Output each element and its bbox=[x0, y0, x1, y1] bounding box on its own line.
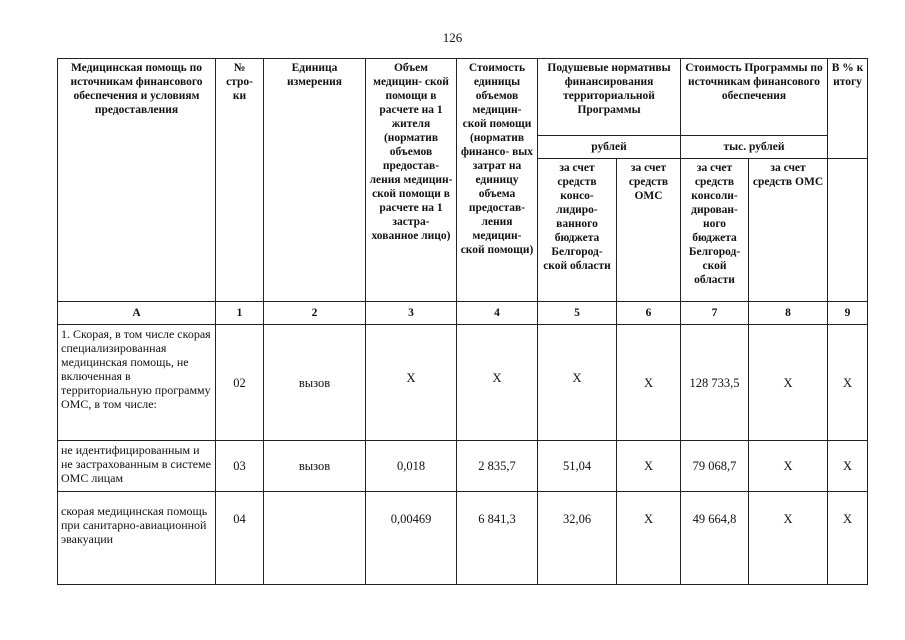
row-program-budget: 128 733,5 bbox=[681, 325, 749, 441]
header-col-9-empty bbox=[828, 159, 868, 302]
row-percent: Х bbox=[828, 492, 868, 585]
header-col-a: Медицинская помощь по источникам финансового обеспечения и условиям предоставления bbox=[58, 59, 216, 302]
row-program-budget: 79 068,7 bbox=[681, 441, 749, 492]
header-col-1: № стро- ки bbox=[216, 59, 264, 302]
header-unit-rub: рублей bbox=[538, 136, 681, 159]
row-volume: 0,00469 bbox=[366, 492, 457, 585]
row-percent: Х bbox=[828, 441, 868, 492]
row-per-capita-oms: Х bbox=[617, 325, 681, 441]
table-row bbox=[58, 441, 868, 492]
header-col-3: Объем медицин- ской помощи в расчете на 1 жителя (норматив объемов предостав- ления медицин- ской помощи в расчете на 1 застра- хованное лицо) bbox=[366, 59, 457, 302]
index-cell: 8 bbox=[749, 302, 828, 325]
header-col-6: за счет средств ОМС bbox=[617, 159, 681, 302]
row-per-capita-budget: 32,06 bbox=[538, 492, 617, 585]
row-cost: 6 841,3 bbox=[457, 492, 538, 585]
row-percent: Х bbox=[828, 325, 868, 441]
header-program-cost-group: Стоимость Программы по источникам финансового обеспечения bbox=[681, 59, 828, 136]
row-program-oms: Х bbox=[749, 492, 828, 585]
row-name: не идентифицированным и не застрахованным в системе ОМС лицам bbox=[58, 441, 216, 492]
row-program-oms: Х bbox=[749, 325, 828, 441]
header-col-8: за счет средств ОМС bbox=[749, 159, 828, 302]
financing-table bbox=[57, 58, 868, 585]
index-cell: 7 bbox=[681, 302, 749, 325]
row-per-capita-oms: Х bbox=[617, 492, 681, 585]
row-name: 1. Скорая, в том числе скорая специализированная медицинская помощь, не включенная в территориальную программу ОМС, в том числе: bbox=[58, 325, 216, 441]
header-col-4: Стоимость единицы объемов медицин- ской помощи (норматив финансо- вых затрат на единицу объема предостав- ления медицин- ской помощи) bbox=[457, 59, 538, 302]
header-row-1 bbox=[58, 59, 868, 136]
index-cell: 5 bbox=[538, 302, 617, 325]
row-program-budget: 49 664,8 bbox=[681, 492, 749, 585]
row-name: скорая медицинская помощь при санитарно-авиационной эвакуации bbox=[58, 492, 216, 585]
header-col-9: В % к итогу bbox=[828, 59, 868, 159]
index-cell: 9 bbox=[828, 302, 868, 325]
header-col-2: Единица измерения bbox=[264, 59, 366, 302]
row-unit: вызов bbox=[264, 441, 366, 492]
row-program-oms: Х bbox=[749, 441, 828, 492]
column-index-row bbox=[58, 302, 868, 325]
row-per-capita-budget: Х bbox=[538, 325, 617, 441]
row-line-number: 04 bbox=[216, 492, 264, 585]
index-cell: 3 bbox=[366, 302, 457, 325]
index-cell: А bbox=[58, 302, 216, 325]
row-per-capita-budget: 51,04 bbox=[538, 441, 617, 492]
index-cell: 1 bbox=[216, 302, 264, 325]
header-unit-thousand-rub: тыс. рублей bbox=[681, 136, 828, 159]
page-number: 126 bbox=[442, 30, 463, 45]
row-unit bbox=[264, 492, 366, 585]
row-unit: вызов bbox=[264, 325, 366, 441]
row-per-capita-oms: Х bbox=[617, 441, 681, 492]
table-row bbox=[58, 492, 868, 585]
index-cell: 6 bbox=[617, 302, 681, 325]
index-cell: 4 bbox=[457, 302, 538, 325]
header-col-5: за счет средств консо- лидиро- ванного бюджета Белгород- ской области bbox=[538, 159, 617, 302]
header-col-7: за счет средств консоли- дирован- ного бюджета Белгород- ской области bbox=[681, 159, 749, 302]
row-cost: Х bbox=[457, 325, 538, 441]
row-volume: Х bbox=[366, 325, 457, 441]
row-line-number: 02 bbox=[216, 325, 264, 441]
row-cost: 2 835,7 bbox=[457, 441, 538, 492]
index-cell: 2 bbox=[264, 302, 366, 325]
row-line-number: 03 bbox=[216, 441, 264, 492]
row-volume: 0,018 bbox=[366, 441, 457, 492]
table-row bbox=[58, 325, 868, 441]
header-per-capita-group: Подушевые нормативы финансирования территориальной Программы bbox=[538, 59, 681, 136]
